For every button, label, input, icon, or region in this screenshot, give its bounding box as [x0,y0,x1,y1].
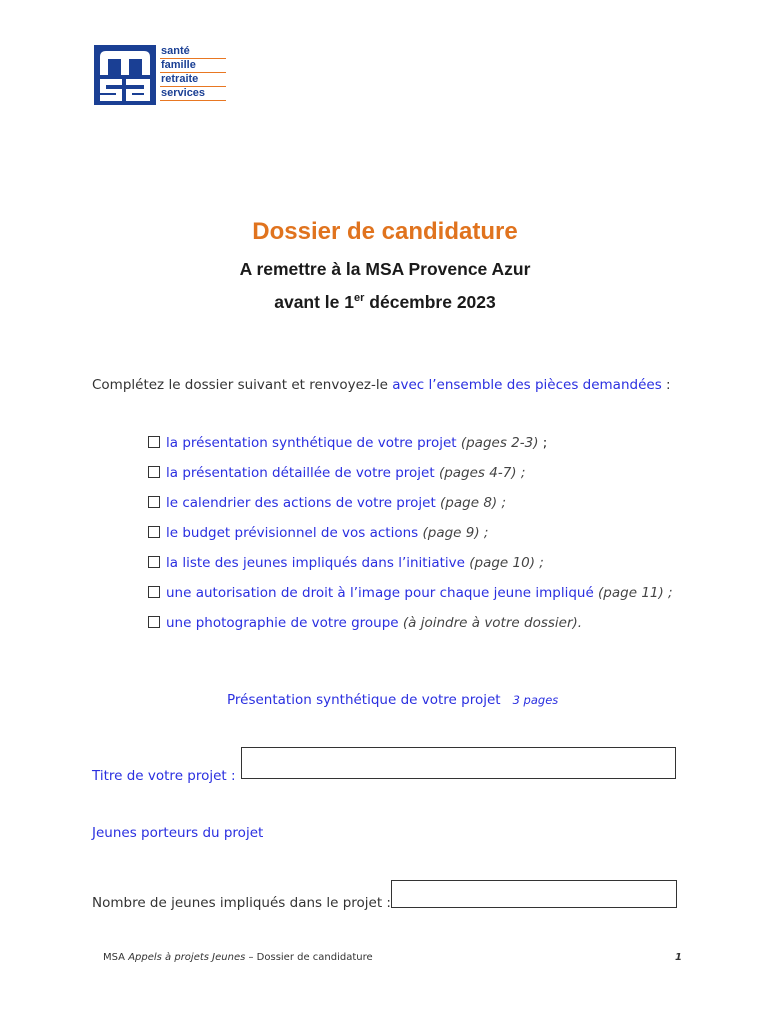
checklist-item [148,495,506,511]
section-heading-pages: 3 pages [512,693,559,707]
checklist-item-label: le budget prévisionnel de vos actions [166,525,419,541]
checkbox[interactable] [148,616,160,628]
checkbox[interactable] [148,466,160,478]
checklist-item-end: ; [538,435,548,451]
footer-prefix: MSA [103,952,129,963]
project-title-label: Titre de votre projet : [92,768,236,784]
section-heading [227,692,558,708]
page-number: 1 [675,952,682,963]
checkbox[interactable] [148,556,160,568]
section-heading-title: Présentation synthétique de votre projet [227,692,501,708]
checklist-item-note: (pages 4-7) ; [434,465,526,481]
checklist-item [148,585,673,601]
deadline-suffix: décembre 2023 [364,292,496,312]
intro-prefix: Complétez le dossier suivant et renvoyez-le [92,377,393,393]
msa-logo [94,45,226,105]
footer-italic: Appels à projets Jeunes [128,952,246,963]
footer-suffix: – Dossier de candidature [245,952,373,963]
document-subtitle-recipient: A remettre à la MSA Provence Azur [239,259,531,279]
intro-suffix: : [661,377,671,393]
deadline-prefix: avant le 1 [274,292,355,312]
checklist-item-label: une photographie de votre groupe [166,615,399,631]
young-count-label: Nombre de jeunes impliqués dans le projet : [92,895,391,911]
logo-line-4: services [160,87,226,101]
intro-required-pieces: avec l’ensemble des pièces demandées [392,377,662,393]
msa-logo-tagline [160,45,226,101]
intro-paragraph [92,377,671,393]
deadline-ordinal: er [354,292,365,304]
checkbox[interactable] [148,586,160,598]
checklist-item [148,555,544,571]
checklist-item [148,525,488,541]
checklist-item-label: la liste des jeunes impliqués dans l’initiative [166,555,465,571]
logo-line-2: famille [160,59,226,73]
checklist-item-label: la présentation détaillée de votre projet [166,465,435,481]
checklist-item-label: une autorisation de droit à l’image pour chaque jeune impliqué [166,585,594,601]
checklist-item [148,435,547,451]
document-subtitle-deadline [0,292,770,313]
document-title: Dossier de candidature [252,218,518,245]
logo-line-1: santé [160,45,226,59]
checkbox[interactable] [148,496,160,508]
checklist-item-label: la présentation synthétique de votre projet [166,435,457,451]
checklist-item-note: (page 8) ; [435,495,507,511]
checkbox[interactable] [148,436,160,448]
checklist-item-note: (page 11) ; [593,585,673,601]
checklist-item [148,465,525,481]
young-leaders-heading: Jeunes porteurs du projet [92,825,264,841]
checkbox[interactable] [148,526,160,538]
checklist-item-note: (page 10) ; [464,555,544,571]
checklist-item-note: (à joindre à votre dossier). [398,615,583,631]
checklist-item-note: (page 9) ; [418,525,489,541]
msa-logo-mark [94,45,156,105]
logo-line-3: retraite [160,73,226,87]
checklist-item-note: (pages 2-3) [456,435,539,451]
checklist-item-label: le calendrier des actions de votre projet [166,495,436,511]
young-count-input[interactable] [391,880,677,908]
page-footer [103,952,373,963]
checklist-item [148,615,582,631]
project-title-input[interactable] [241,747,676,779]
